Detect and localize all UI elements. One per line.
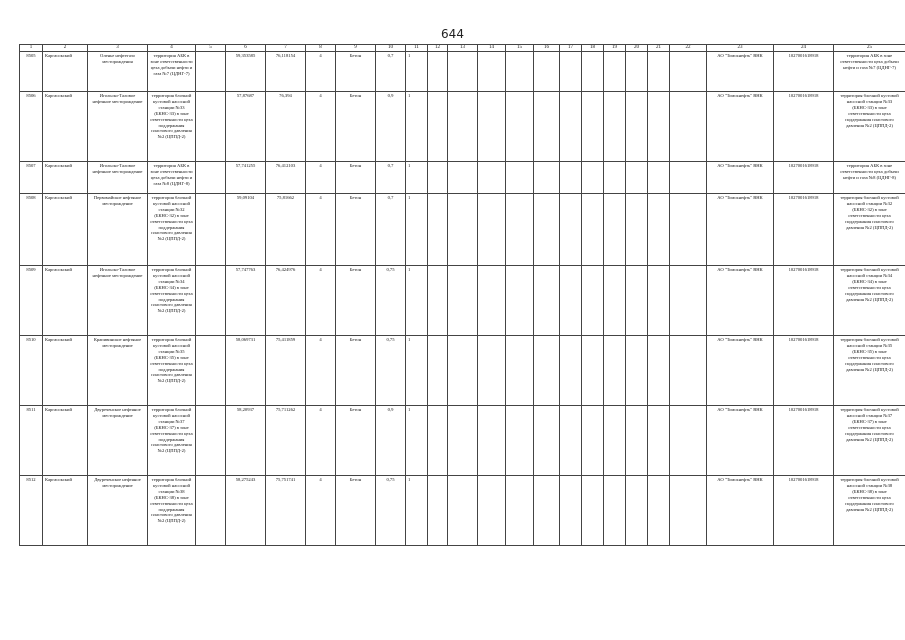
cell-empty [428,266,448,336]
cell-c8: 4 [306,52,336,92]
column-number: 3 [88,45,148,52]
cell-owner: АО "Томскнефть" ВНК [707,162,774,194]
cell-location: территория блочной кустовой насосной станции №34 (БКНС-34) в зоне ответственности цеха поддержания пластового давления №2 (ЦППД-2) [148,266,196,336]
cell-empty [560,266,582,336]
cell-empty [582,52,604,92]
cell-location: территория блочной кустовой насосной станции №35 (БКНС-35) в зоне ответственности цеха поддержания пластового давления №2 (ЦППД-2) [148,336,196,406]
cell-empty [604,194,626,266]
cell-empty [626,406,648,476]
column-number: 13 [448,45,478,52]
cell-field: Крапивинское нефтяное месторождение [88,336,148,406]
cell-empty [626,162,648,194]
cell-remark: территория блочной кустовой насосной станции №35 (БКНС-35) в зоне ответственности цеха поддержания пластового давления №2 (ЦППД-2) [834,336,905,406]
cell-empty [670,194,707,266]
cell-c5 [196,194,226,266]
cell-empty [506,476,534,546]
cell-c11: 1 [406,406,428,476]
cell-c10: 0,7 [376,194,406,266]
cell-remark: территория блочной кустовой насосной станции №34 (БКНС-34) в зоне ответственности цеха поддержания пластового давления №2 (ЦППД-2) [834,266,905,336]
cell-remark: территория блочной кустовой насосной станции №33 (БКНС-33) в зоне ответственности цеха поддержания пластового давления №2 (ЦППД-2) [834,92,905,162]
cell-empty [448,194,478,266]
cell-empty [560,476,582,546]
cell-empty [448,476,478,546]
cell-region: Каргасокский [43,406,88,476]
cell-material: Бетон [336,52,376,92]
cell-c8: 4 [306,476,336,546]
cell-c11: 1 [406,336,428,406]
cell-empty [478,162,506,194]
cell-material: Бетон [336,406,376,476]
cell-c10: 0,75 [376,266,406,336]
cell-empty [648,92,670,162]
cell-empty [582,92,604,162]
cell-empty [428,476,448,546]
cell-region: Каргасокский [43,92,88,162]
cell-lat: 58,069731 [226,336,266,406]
column-number: 18 [582,45,604,52]
cell-ogrn: 1027001618918 [774,162,834,194]
cell-ogrn: 1027001618918 [774,92,834,162]
column-number: 6 [226,45,266,52]
cell-empty [560,92,582,162]
cell-empty [560,406,582,476]
cell-empty [478,194,506,266]
cell-ogrn: 1027001618918 [774,266,834,336]
cell-empty [534,406,560,476]
column-number: 25 [834,45,905,52]
cell-empty [604,266,626,336]
column-number: 9 [336,45,376,52]
column-number: 7 [266,45,306,52]
cell-c8: 4 [306,194,336,266]
table-row [20,406,905,476]
cell-c10: 0,9 [376,92,406,162]
cell-empty [534,194,560,266]
cell-empty [478,52,506,92]
page-number: 644 [441,27,464,41]
cell-empty [626,52,648,92]
cell-n: 8505 [20,52,43,92]
cell-empty [604,162,626,194]
cell-lon: 75,751741 [266,476,306,546]
cell-n: 8506 [20,92,43,162]
cell-c8: 4 [306,266,336,336]
cell-ogrn: 1027001618918 [774,406,834,476]
cell-lon: 75,81662 [266,194,306,266]
cell-empty [582,476,604,546]
column-number: 19 [604,45,626,52]
cell-location: территория блочной кустовой насосной станции №32 (БКНС-32) в зоне ответственности цеха поддержания пластового давления №2 (ЦППД-2) [148,194,196,266]
table-row [20,476,905,546]
cell-empty [478,266,506,336]
cell-c5 [196,476,226,546]
cell-empty [478,92,506,162]
cell-empty [582,266,604,336]
cell-c11: 1 [406,194,428,266]
cell-empty [534,162,560,194]
cell-n: 8512 [20,476,43,546]
cell-material: Бетон [336,92,376,162]
cell-location: территория АБК в зоне ответственности цеха добычи нефти и газа №7 (ЦДНГ-7) [148,52,196,92]
cell-location: территория блочной кустовой насосной станции №37 (БКНС-37) в зоне ответственности цеха поддержания пластового давления №2 (ЦППД-2) [148,406,196,476]
cell-empty [560,52,582,92]
cell-c8: 4 [306,406,336,476]
cell-lon: 76,118154 [266,52,306,92]
column-number: 23 [707,45,774,52]
registry-table [19,44,905,546]
cell-empty [448,162,478,194]
cell-c11: 1 [406,52,428,92]
cell-empty [448,406,478,476]
cell-empty [648,194,670,266]
column-number: 4 [148,45,196,52]
cell-c5 [196,336,226,406]
cell-field: Первомайское нефтяное месторождение [88,194,148,266]
cell-n: 8509 [20,266,43,336]
cell-ogrn: 1027001618918 [774,336,834,406]
cell-empty [534,266,560,336]
cell-c5 [196,266,226,336]
cell-ogrn: 1027001618918 [774,52,834,92]
cell-empty [670,336,707,406]
cell-empty [670,406,707,476]
column-number: 1 [20,45,43,52]
cell-lat: 57,747763 [226,266,266,336]
cell-empty [448,92,478,162]
cell-empty [648,266,670,336]
cell-empty [506,162,534,194]
cell-c5 [196,52,226,92]
cell-remark: территория блочной кустовой насосной станции №37 (БКНС-37) в зоне ответственности цеха поддержания пластового давления №2 (ЦППД-2) [834,406,905,476]
cell-empty [534,336,560,406]
column-number: 21 [648,45,670,52]
table-row [20,162,905,194]
cell-region: Каргасокский [43,52,88,92]
cell-empty [506,266,534,336]
cell-owner: АО "Томскнефть" ВНК [707,52,774,92]
cell-c11: 1 [406,162,428,194]
cell-remark: территория АБК в зоне ответственности цеха добычи нефти и газа №8 (ЦДНГ-8) [834,162,905,194]
cell-lat: 57,741255 [226,162,266,194]
cell-empty [428,92,448,162]
cell-c5 [196,162,226,194]
cell-empty [604,52,626,92]
column-number: 15 [506,45,534,52]
cell-location: территория АБК в зоне ответственности цеха добычи нефти и газа №8 (ЦДНГ-8) [148,162,196,194]
cell-field: Игольско-Таловое нефтяное месторождение [88,266,148,336]
cell-empty [534,52,560,92]
cell-empty [448,52,478,92]
cell-lon: 75,411859 [266,336,306,406]
cell-empty [582,406,604,476]
cell-empty [626,266,648,336]
cell-field: Игольско-Таловое нефтяное месторождение [88,92,148,162]
cell-material: Бетон [336,266,376,336]
cell-empty [582,336,604,406]
cell-empty [626,194,648,266]
cell-empty [582,194,604,266]
cell-empty [428,406,448,476]
cell-n: 8511 [20,406,43,476]
cell-c11: 1 [406,92,428,162]
cell-region: Каргасокский [43,162,88,194]
table-row [20,194,905,266]
cell-empty [428,52,448,92]
table-row [20,92,905,162]
cell-material: Бетон [336,336,376,406]
cell-empty [670,476,707,546]
cell-empty [506,52,534,92]
cell-empty [506,194,534,266]
column-number: 2 [43,45,88,52]
cell-empty [560,336,582,406]
cell-c11: 1 [406,476,428,546]
column-number: 24 [774,45,834,52]
cell-lat: 58,275243 [226,476,266,546]
cell-empty [604,92,626,162]
cell-owner: АО "Томскнефть" ВНК [707,92,774,162]
cell-ogrn: 1027001618918 [774,476,834,546]
column-number: 16 [534,45,560,52]
column-number: 10 [376,45,406,52]
cell-lat: 59,09104 [226,194,266,266]
column-number: 11 [406,45,428,52]
cell-empty [534,92,560,162]
table-row [20,266,905,336]
cell-remark: территория блочной кустовой насосной станции №32 (БКНС-32) в зоне ответственности цеха поддержания пластового давления №2 (ЦППД-2) [834,194,905,266]
cell-c8: 4 [306,162,336,194]
cell-empty [560,194,582,266]
cell-remark: территория АБК в зоне ответственности цеха добычи нефти и газа №7 (ЦДНГ-7) [834,52,905,92]
cell-empty [478,476,506,546]
cell-ogrn: 1027001618918 [774,194,834,266]
column-number: 17 [560,45,582,52]
cell-empty [626,92,648,162]
cell-n: 8510 [20,336,43,406]
table-row [20,52,905,92]
column-number-row [20,45,905,52]
cell-empty [478,336,506,406]
cell-owner: АО "Томскнефть" ВНК [707,194,774,266]
cell-c10: 0,75 [376,336,406,406]
table-row [20,336,905,406]
cell-empty [506,92,534,162]
cell-n: 8507 [20,162,43,194]
cell-n: 8508 [20,194,43,266]
cell-empty [428,162,448,194]
cell-empty [560,162,582,194]
cell-c10: 0,75 [376,476,406,546]
column-number: 22 [670,45,707,52]
cell-region: Каргасокский [43,336,88,406]
cell-empty [648,162,670,194]
cell-empty [604,476,626,546]
cell-empty [670,92,707,162]
cell-empty [448,336,478,406]
column-number: 14 [478,45,506,52]
cell-lon: 76,424976 [266,266,306,336]
column-number: 5 [196,45,226,52]
cell-empty [626,476,648,546]
cell-remark: территория блочной кустовой насосной станции №38 (БКНС-38) в зоне ответственности цеха поддержания пластового давления №2 (ЦППД-2) [834,476,905,546]
cell-empty [428,336,448,406]
cell-region: Каргасокский [43,266,88,336]
cell-material: Бетон [336,476,376,546]
cell-empty [582,162,604,194]
cell-field: Игольско-Таловое нефтяное месторождение [88,162,148,194]
cell-c5 [196,406,226,476]
cell-empty [648,336,670,406]
cell-empty [506,336,534,406]
cell-empty [506,406,534,476]
cell-region: Каргасокский [43,194,88,266]
cell-empty [670,52,707,92]
cell-c10: 0,9 [376,406,406,476]
table-body [20,45,905,546]
cell-owner: АО "Томскнефть" ВНК [707,266,774,336]
cell-empty [670,162,707,194]
cell-empty [448,266,478,336]
cell-empty [428,194,448,266]
cell-lon: 76,412103 [266,162,306,194]
cell-lat: 58,20937 [226,406,266,476]
cell-lon: 76,394 [266,92,306,162]
cell-field: Двуреченское нефтяное месторождение [88,406,148,476]
cell-owner: АО "Томскнефть" ВНК [707,336,774,406]
cell-empty [670,266,707,336]
cell-empty [648,52,670,92]
cell-empty [626,336,648,406]
cell-c11: 1 [406,266,428,336]
cell-c5 [196,92,226,162]
cell-owner: АО "Томскнефть" ВНК [707,406,774,476]
cell-empty [648,476,670,546]
cell-c8: 4 [306,336,336,406]
cell-empty [534,476,560,546]
cell-lat: 57,87687 [226,92,266,162]
cell-lon: 75,711262 [266,406,306,476]
cell-owner: АО "Томскнефть" ВНК [707,476,774,546]
column-number: 20 [626,45,648,52]
cell-lat: 59,353585 [226,52,266,92]
column-number: 8 [306,45,336,52]
cell-material: Бетон [336,162,376,194]
cell-c10: 0,7 [376,52,406,92]
cell-empty [478,406,506,476]
cell-c10: 0,7 [376,162,406,194]
cell-location: территория блочной кустовой насосной станции №33 (БКНС-33) в зоне ответственности цеха поддержания пластового давления №2 (ЦППД-2) [148,92,196,162]
cell-material: Бетон [336,194,376,266]
cell-empty [604,406,626,476]
cell-region: Каргасокский [43,476,88,546]
column-number: 12 [428,45,448,52]
cell-empty [604,336,626,406]
cell-location: территория блочной кустовой насосной станции №38 (БКНС-38) в зоне ответственности цеха поддержания пластового давления №2 (ЦППД-2) [148,476,196,546]
cell-c8: 4 [306,92,336,162]
cell-empty [648,406,670,476]
cell-field: Двуреченское нефтяное месторождение [88,476,148,546]
cell-field: Оленье нефтегазо месторождения [88,52,148,92]
